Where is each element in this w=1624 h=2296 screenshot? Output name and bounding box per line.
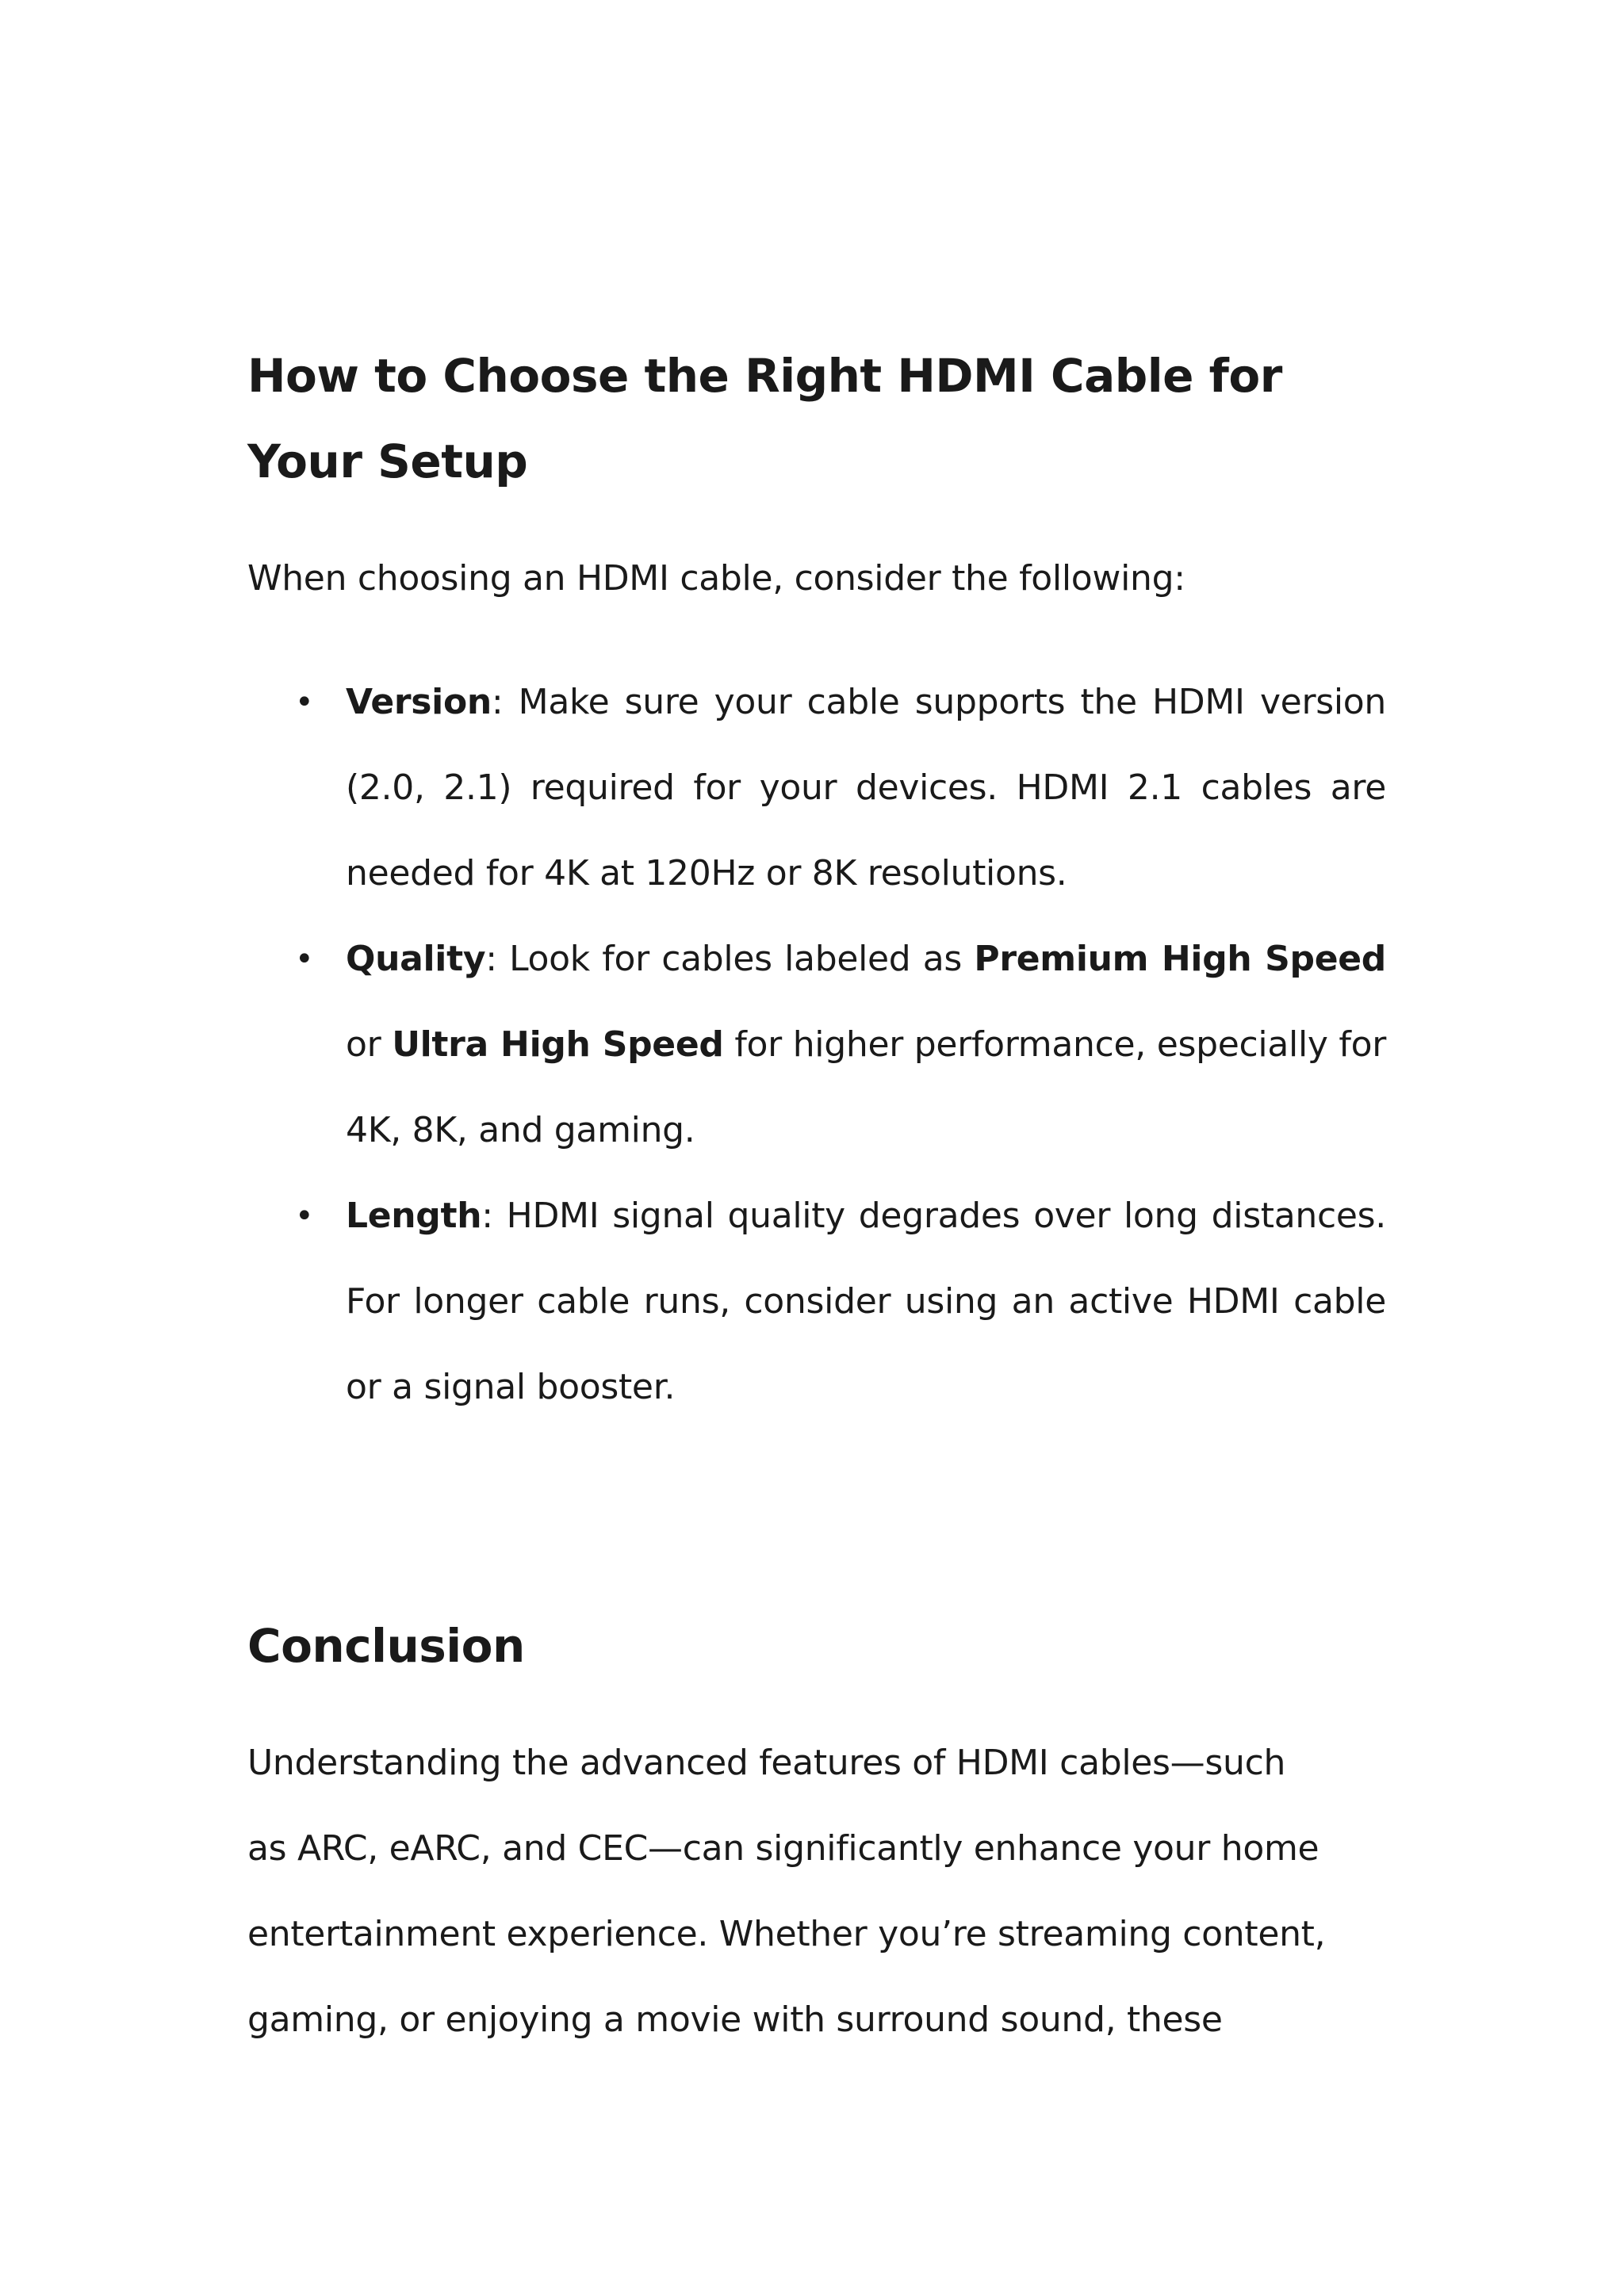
- list-item-label: Quality: [346, 939, 486, 979]
- intro-paragraph: When choosing an HDMI cable, consider the following:: [247, 558, 1185, 599]
- section-heading-conclusion: Conclusion: [247, 1619, 525, 1673]
- conclusion-paragraph: Understanding the advanced features of HDMI cables—such as ARC, eARC, and CEC—can significantly enhance your home entertainment experience. Whether you’re streaming content, gaming, or enjoying a movie with surround sound, these: [247, 1743, 1326, 2040]
- emphasis-premium-high-speed: Premium High Speed: [974, 939, 1386, 979]
- section-heading-choose-cable: How to Choose the Right HDMI Cable for Your Setup: [247, 349, 1282, 488]
- list-item-text: : Make sure your cable supports the HDMI version (2.0, 2.1) required for your devices. HDMI 2.1 cables are needed for 4K at 120Hz or 8K resolutions.: [346, 682, 1386, 894]
- list-item-length: [247, 1173, 1386, 1430]
- bullet-icon: •: [295, 941, 314, 978]
- list-item-text: : HDMI signal quality degrades over long distances. For longer cable runs, consider using an active HDMI cable or a signal booster.: [346, 1196, 1386, 1407]
- bullet-icon: •: [295, 684, 314, 721]
- list-item-quality: [247, 916, 1386, 1173]
- list-item-label: Length: [346, 1196, 482, 1236]
- list-item-label: Version: [346, 682, 492, 722]
- bullet-icon: •: [295, 1198, 314, 1234]
- list-item-text: : Look for cables labeled as: [485, 939, 975, 979]
- list-item-version: [247, 660, 1386, 916]
- document-page: [247, 333, 1386, 2063]
- list-item-text: or: [346, 1024, 393, 1065]
- emphasis-ultra-high-speed: Ultra High Speed: [392, 1024, 724, 1065]
- considerations-list: [247, 660, 1386, 1430]
- list-item-text: for higher performance, especially for 4K, 8K, and gaming.: [346, 1024, 1386, 1150]
